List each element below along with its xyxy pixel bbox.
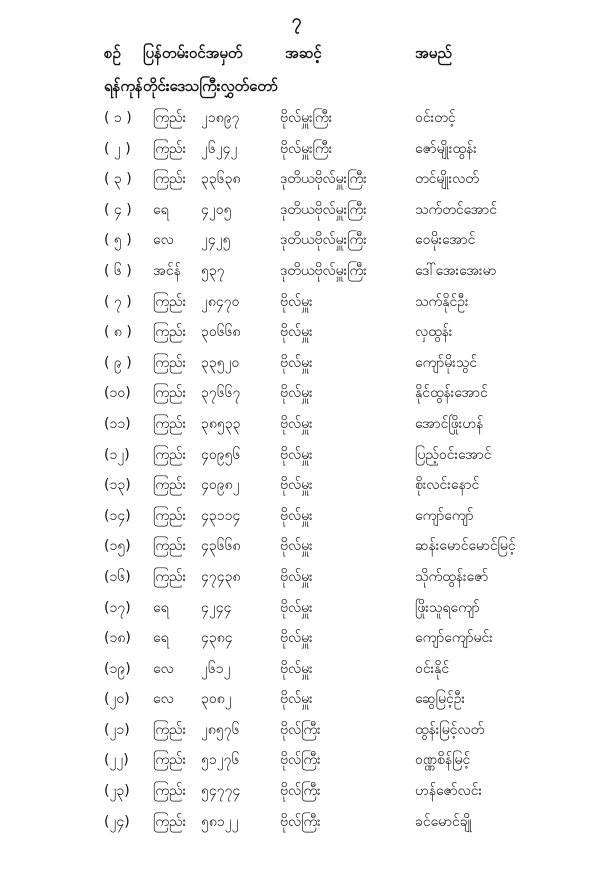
row-service: ရေ	[153, 201, 169, 218]
row-service: ကြည်း	[153, 477, 187, 494]
row-service: ကြည်း	[153, 813, 187, 830]
row-name: ဟန်ဇော်လင်း	[415, 783, 483, 800]
row-service: လေ	[153, 660, 174, 677]
row-name: ဇော်မျိုးထွန်း	[415, 140, 477, 157]
row-serial: ( ၅ )	[104, 232, 132, 249]
table-row	[0, 108, 593, 139]
row-serial: (၁၁)	[104, 415, 131, 432]
row-name: ကျော်မိုးသွင်	[415, 354, 478, 371]
row-serial: ( ၂ )	[104, 140, 131, 157]
row-number: ၄၂၄၄	[201, 599, 232, 616]
row-rank: ဗိုလ်မှူး	[280, 446, 313, 463]
row-serial: (၁၄)	[104, 507, 131, 524]
row-number: ၅၁၂၇၆	[201, 752, 240, 769]
table-row	[0, 750, 593, 781]
table-row	[0, 322, 593, 353]
table-row	[0, 628, 593, 659]
table-row	[0, 567, 593, 598]
table-row	[0, 261, 593, 292]
row-service: ကြည်း	[153, 171, 187, 188]
row-serial: (၂၄)	[104, 813, 130, 830]
table-row	[0, 292, 593, 323]
row-rank: ဗိုလ်မှူးကြီး	[280, 110, 333, 126]
table-row	[0, 689, 593, 720]
table-row	[0, 781, 593, 812]
row-serial: (၂၃)	[104, 783, 130, 800]
row-name: တင်မျိုးလတ်	[415, 171, 479, 188]
row-rank: ဗိုလ်မှူး	[280, 691, 313, 708]
row-rank: ဗိုလ်မှူး	[280, 599, 313, 616]
row-service: အင်န်	[153, 262, 181, 279]
row-service: လေ	[153, 691, 174, 708]
row-serial: ( ၉ )	[104, 354, 132, 371]
row-serial: (၁၅)	[104, 538, 131, 555]
row-rank: ဗိုလ်မှူး	[280, 324, 313, 341]
table-row	[0, 200, 593, 231]
row-service: ကြည်း	[153, 507, 187, 524]
row-serial: ( ၄ )	[104, 201, 132, 218]
row-number: ၃၀၈၂	[201, 691, 232, 708]
row-number: ၅၈၁၂၂	[201, 813, 239, 830]
row-name: သက်တင်အောင်	[415, 201, 498, 218]
row-number: ၂၄၂၅	[201, 232, 231, 249]
row-name: အောင်ဖြိုးဟန်	[415, 415, 484, 432]
table-row	[0, 445, 593, 476]
row-number: ၃၃၆၃၈	[201, 171, 241, 188]
row-rank: ဗိုလ်ကြီး	[280, 813, 321, 830]
row-name: သက်နိုင်ဦး	[415, 293, 469, 310]
row-number: ၄၂၀၅	[201, 201, 232, 218]
row-number: ၄၃၈၄	[201, 630, 233, 647]
row-number: ၂၈၅၇၆	[201, 721, 240, 738]
row-serial: (၂၂)	[104, 752, 129, 769]
row-rank: ဗိုလ်မှူး	[280, 293, 313, 310]
row-rank: ဒုတိယဗိုလ်မှူးကြီး	[280, 171, 367, 188]
row-name: နိုင်ထွန်းအောင်	[415, 385, 488, 402]
row-number: ၂၆၁၂	[201, 660, 231, 677]
row-name: ပြည့်ဝင်းအောင်	[415, 446, 492, 463]
header-serial: စဉ်	[104, 44, 121, 62]
row-number: ၄၀၉၅၆	[201, 446, 241, 463]
row-service: ကြည်း	[153, 324, 187, 341]
row-serial: ( ၁ )	[104, 110, 132, 126]
row-service: ကြည်း	[153, 110, 187, 126]
row-serial: (၂၀)	[104, 691, 130, 708]
row-service: ကြည်း	[153, 385, 187, 402]
header-name: အမည်	[415, 44, 452, 62]
row-serial: ( ၃ )	[104, 171, 132, 188]
row-serial: (၁၃)	[104, 477, 131, 494]
header-rank: အဆင့်	[285, 44, 322, 62]
row-serial: (၁၂)	[104, 446, 130, 463]
row-rank: ဗိုလ်မှူး	[280, 477, 313, 494]
row-rank: ဒုတိယဗိုလ်မှူးကြီး	[280, 201, 367, 218]
row-service: ကြည်း	[153, 354, 187, 371]
row-number: ၄၃၁၁၄	[201, 507, 241, 524]
row-rank: ဗိုလ်မှူး	[280, 630, 313, 647]
row-name: စိုးလင်းနောင်	[415, 477, 480, 494]
row-service: ကြည်း	[153, 140, 187, 157]
row-rank: ဗိုလ်မှူးကြီး	[280, 140, 333, 157]
row-number: ၂၁၈၉၇	[201, 110, 240, 126]
row-service: ကြည်း	[153, 568, 187, 585]
row-serial: (၁၉)	[104, 660, 131, 677]
table-row	[0, 139, 593, 170]
row-rank: ဗိုလ်မှူး	[280, 385, 313, 402]
row-number: ၄၇၄၃၈	[201, 568, 241, 585]
page-number: ၇	[291, 11, 302, 31]
row-rank: ဗိုလ်မှူး	[280, 415, 313, 432]
row-rank: ဗိုလ်ကြီး	[280, 783, 321, 800]
row-rank: ဗိုလ်မှူး	[280, 354, 313, 371]
row-rank: ဗိုလ်မှူး	[280, 507, 313, 524]
row-service: ကြည်း	[153, 538, 187, 555]
row-serial: ( ၇ )	[104, 293, 132, 310]
table-row	[0, 230, 593, 261]
row-name: ကျော်ကျော်မင်း	[415, 630, 493, 647]
row-number: ၃၀၆၆၈	[201, 324, 241, 341]
row-rank: ဒုတိယဗိုလ်မှူးကြီး	[280, 262, 367, 279]
row-name: ဝင်းတင့်	[415, 110, 456, 126]
row-name: ဆွေမြင့်ဦး	[415, 691, 466, 708]
row-number: ၄၀၉၈၂	[201, 477, 240, 494]
row-rank: ဗိုလ်ကြီး	[280, 752, 321, 769]
row-name: ကျော်ကျော်	[415, 507, 474, 524]
row-name: ဝင်းနိုင်	[415, 660, 450, 677]
row-name: ခင်မောင်ချို	[415, 813, 472, 830]
row-number: ၃၈၅၃၃	[201, 415, 241, 432]
table-row	[0, 659, 593, 690]
row-number: ၂၆၂၄၂	[201, 140, 238, 157]
table-row	[0, 720, 593, 751]
section-title: ရန်ကုန်တိုင်းဒေသကြီးလွှတ်တော်	[104, 77, 279, 95]
row-serial: ( ၆ )	[104, 262, 132, 279]
row-serial: (၁၈)	[104, 630, 131, 647]
row-service: ရေ	[153, 599, 169, 616]
table-body	[0, 108, 593, 842]
row-serial: (၁၆)	[104, 568, 131, 585]
row-number: ၄၃၆၆၈	[201, 538, 241, 555]
row-rank: ဗိုလ်မှူး	[280, 568, 313, 585]
table-row	[0, 169, 593, 200]
row-number: ၅၃၇	[201, 262, 225, 279]
row-rank: ဒုတိယဗိုလ်မှူးကြီး	[280, 232, 367, 249]
row-service: ကြည်း	[153, 783, 187, 800]
row-rank: ဗိုလ်မှူး	[280, 538, 313, 555]
row-name: ဝဏ္ဏစိန်မြင့်	[415, 752, 471, 769]
row-serial: ( ၈ )	[104, 324, 132, 341]
row-name: ဆန်းမောင်မောင်မြင့်	[415, 538, 516, 555]
row-name: လှထွန်း	[415, 324, 453, 341]
table-row	[0, 353, 593, 384]
row-serial: (၁၀)	[104, 385, 131, 402]
table-row	[0, 414, 593, 445]
row-name: ဖြိုးသူရကျော်	[415, 599, 480, 616]
row-serial: (၂၁)	[104, 721, 130, 738]
row-service: ကြည်း	[153, 721, 187, 738]
row-serial: (၁၇)	[104, 599, 131, 616]
table-row	[0, 598, 593, 629]
row-service: လေ	[153, 232, 174, 249]
row-number: ၃၇၆၆၇	[201, 385, 241, 402]
table-row	[0, 812, 593, 843]
table-row	[0, 536, 593, 567]
row-number: ၅၄၇၇၄	[201, 783, 241, 800]
table-row	[0, 475, 593, 506]
header-id: ပြန်တမ်းဝင်အမှတ်	[143, 44, 243, 62]
row-name: သိုက်ထွန်းဇော်	[415, 568, 489, 585]
row-name: ဝေမိုးအောင်	[415, 232, 476, 249]
row-service: ကြည်း	[153, 415, 187, 432]
row-number: ၃၃၅၂၀	[201, 354, 240, 371]
row-service: ကြည်း	[153, 446, 187, 463]
table-row	[0, 383, 593, 414]
row-name: ထွန်းမြင့်လတ်	[415, 721, 485, 738]
row-rank: ဗိုလ်မှူး	[280, 660, 313, 677]
row-service: ကြည်း	[153, 293, 187, 310]
row-rank: ဗိုလ်ကြီး	[280, 721, 321, 738]
row-service: ကြည်း	[153, 752, 187, 769]
table-header	[0, 44, 593, 70]
row-number: ၂၈၄၇၀	[201, 293, 240, 310]
table-row	[0, 506, 593, 537]
row-name: ဒေါ်အေးအေးမာ	[415, 262, 497, 279]
row-service: ရေ	[153, 630, 169, 647]
